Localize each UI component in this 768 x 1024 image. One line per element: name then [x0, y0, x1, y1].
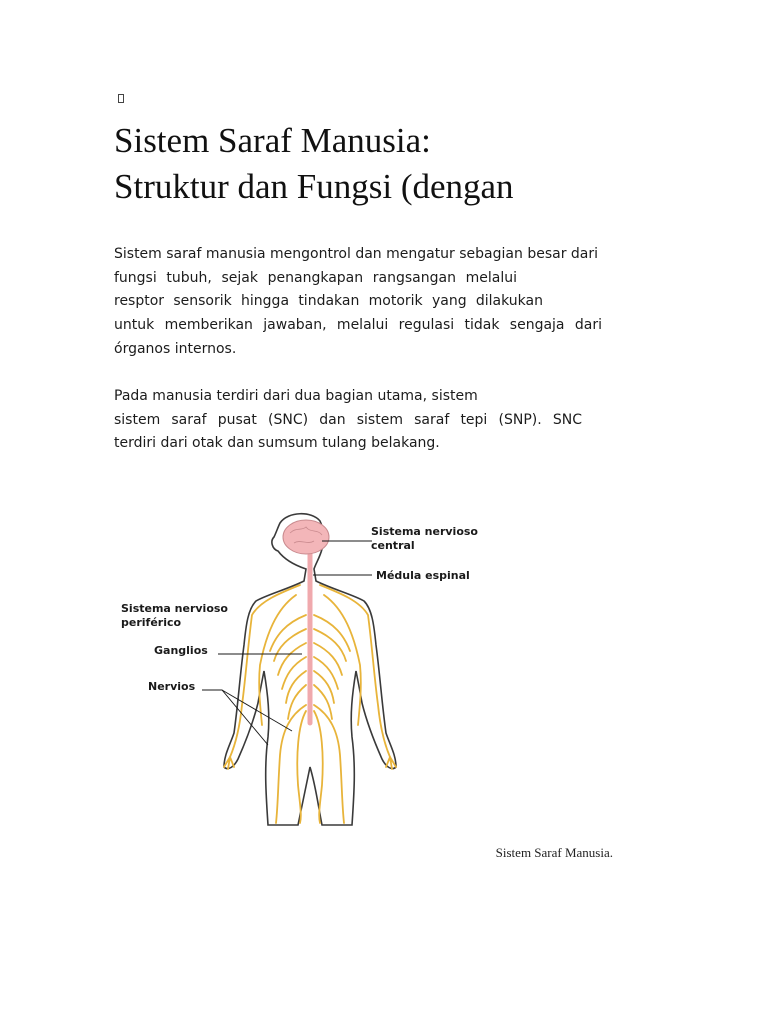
- title-line-2: Struktur dan Fungsi (dengan: [114, 167, 514, 206]
- paragraph-line: Pada manusia terdiri dari dua bagian utama, sistem: [114, 388, 478, 404]
- paragraph-line: sistem saraf pusat (SNC) dan sistem saraf tepi (SNP). SNC: [114, 411, 582, 428]
- paragraph-structure: [114, 385, 582, 456]
- paragraph-line: Sistem saraf manusia mengontrol dan mengatur sebagian besar dari: [114, 246, 599, 262]
- paragraph-line: fungsi tubuh, sejak penangkapan rangsangan melalui: [114, 269, 517, 286]
- label-spinal: Médula espinal: [376, 569, 470, 582]
- brain-icon: [283, 520, 329, 554]
- label-peripheral-1: Sistema nervioso: [121, 602, 228, 615]
- paragraph-line: resptor sensorik hingga tindakan motorik yang dilakukan: [114, 293, 543, 310]
- missing-glyph-icon: [118, 94, 124, 103]
- nervous-system-figure: [110, 505, 510, 835]
- figure-caption: Sistem Saraf Manusia.: [495, 845, 613, 860]
- page-title: [114, 118, 674, 210]
- title-line-1: Sistem Saraf Manusia:: [114, 121, 431, 160]
- paragraph-line: terdiri dari otak dan sumsum tulang belakang.: [114, 435, 440, 452]
- label-ganglia: Ganglios: [154, 644, 208, 657]
- paragraph-line: órganos internos.: [114, 340, 237, 357]
- paragraph-intro: [114, 243, 602, 362]
- label-central-2: central: [371, 539, 415, 552]
- label-central-1: Sistema nervioso: [371, 525, 478, 538]
- label-peripheral-2: periférico: [121, 616, 182, 629]
- paragraph-line: untuk memberikan jawaban, melalui regulasi tidak sengaja dari: [114, 317, 602, 334]
- label-nerves: Nervios: [148, 680, 196, 693]
